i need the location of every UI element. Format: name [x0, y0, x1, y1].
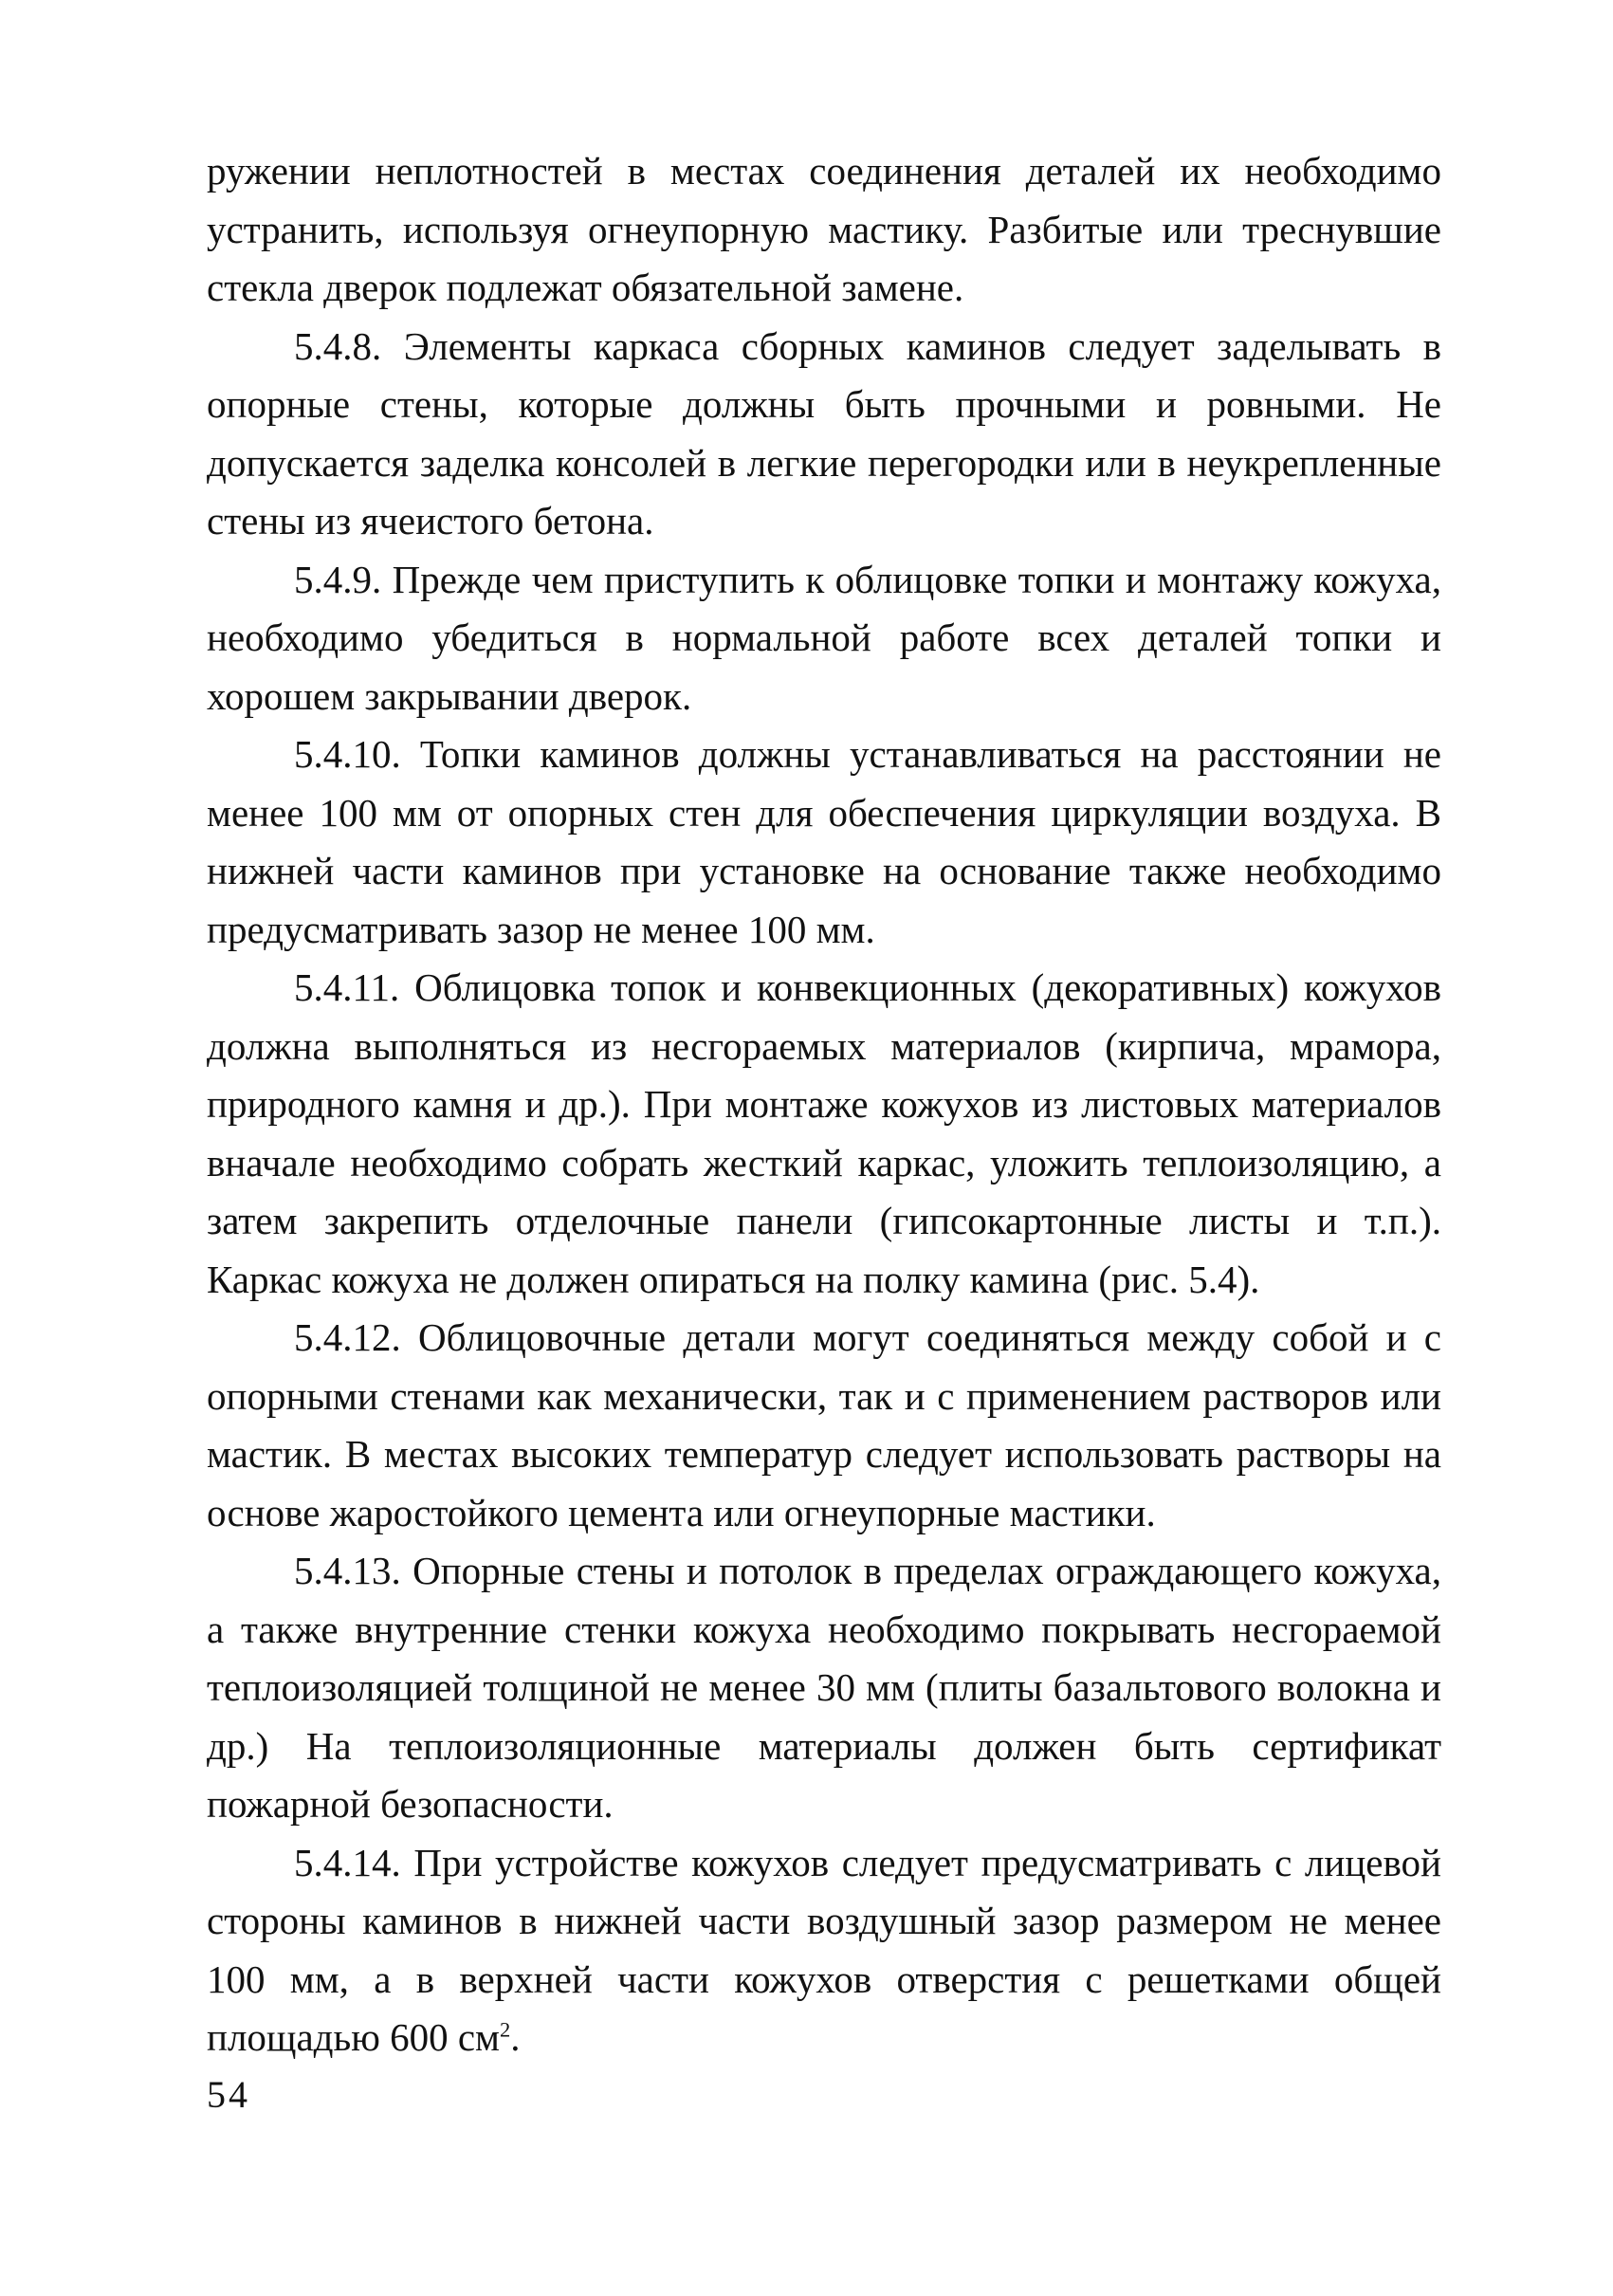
superscript-2: 2	[500, 2017, 511, 2042]
paragraph-5-4-14	[207, 1834, 1441, 2067]
paragraph-5-4-10: 5.4.10. Топки каминов должны устанавливаться на расстоянии не менее 100 мм от опорных стен для обеспечения циркуляции воздуха. В нижней части каминов при установке на основание также необходимо предусматривать зазор не менее 100 мм.	[207, 732, 1441, 951]
paragraph-5-4-13: 5.4.13. Опорные стены и потолок в пределах ограждающего кожуха, а также внутренние стенки кожуха необходимо покрывать несгораемой теплоизоляцией толщиной не менее 30 мм (плиты базальтового волокна и др.) На теплоизоляционные материалы должен быть сертификат пожарной безопасности.	[207, 1549, 1441, 1826]
paragraph-5-4-14-tail: .	[510, 2015, 521, 2059]
paragraph-5-4-11: 5.4.11. Облицовка топок и конвекционных (декоративных) кожухов должна выполняться из несгораемых материалов (кирпича, мрамора, природного камня и др.). При монтаже кожухов из листовых материалов вначале необходимо собрать жесткий каркас, уложить теплоизоляцию, а затем закрепить отделочные панели (гипсокартонные листы и т.п.). Каркас кожуха не должен опираться на полку камина (рис. 5.4).	[207, 965, 1441, 1301]
body-text	[207, 142, 1441, 2067]
paragraph-5-4-14-text: 5.4.14. При устройстве кожухов следует предусматривать с лицевой стороны каминов в нижней части воздушный зазор размером не менее 100 мм, а в верхней части кожухов отверстия с решетками общей площадью 600 см	[207, 1840, 1441, 2059]
paragraph-5-4-8: 5.4.8. Элементы каркаса сборных каминов следует заделывать в опорные стены, которые должны быть прочными и ровными. Не допускается заделка консолей в легкие перегородки или в неукрепленные стены из ячеистого бетона.	[207, 323, 1441, 542]
paragraph-continuation: ружении неплотностей в местах соединения деталей их необходимо устранить, используя огнеупорную мастику. Разбитые или треснувшие стекла дверок подлежат обязательной замене.	[207, 149, 1441, 309]
paragraph-5-4-12: 5.4.12. Облицовочные детали могут соединяться между собой и с опорными стенами как механически, так и с применением растворов или мастик. В местах высоких температур следует использовать растворы на основе жаростойкого цемента или огнеупорные мастики.	[207, 1315, 1441, 1534]
page-number: 54	[207, 2073, 250, 2116]
paragraph-5-4-9: 5.4.9. Прежде чем приступить к облицовке топки и монтажу кожуха, необходимо убедиться в нормальной работе всех деталей топки и хорошем закрывании дверок.	[207, 557, 1441, 718]
